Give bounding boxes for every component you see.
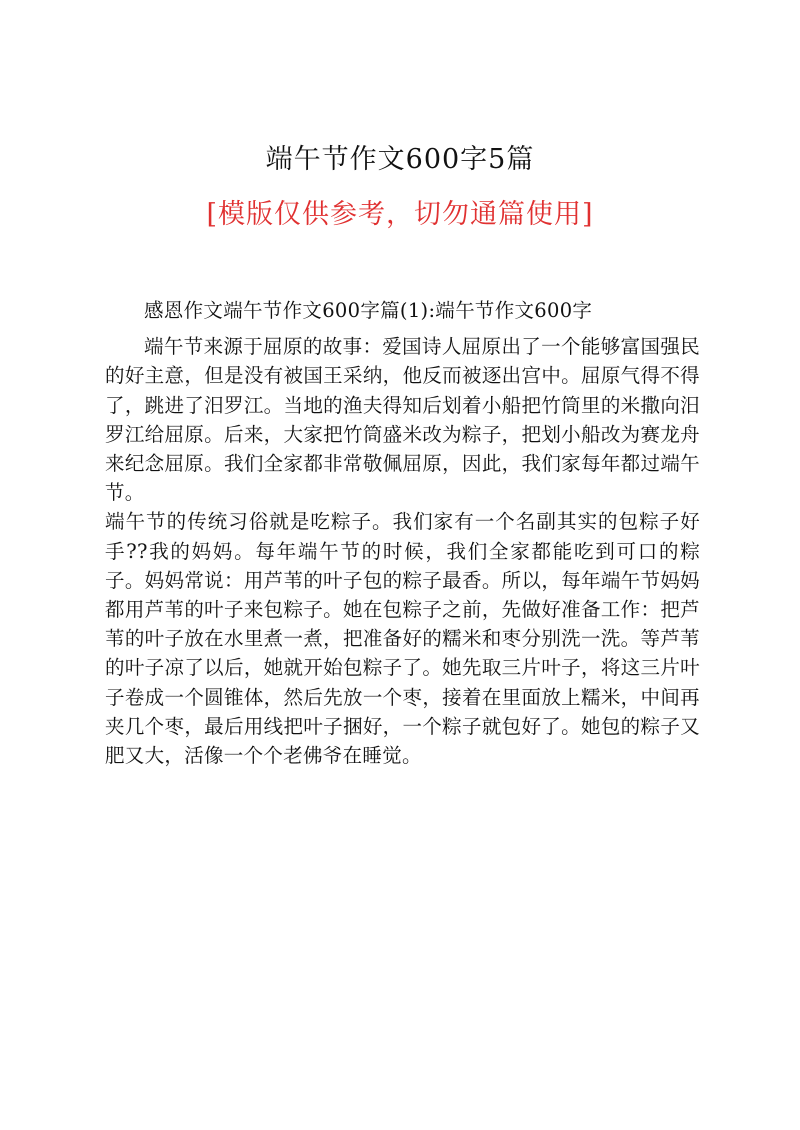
essay-heading: 感恩作文端午节作文600字篇(1):端午节作文600字 bbox=[144, 299, 593, 322]
essay-paragraph: 端午节的传统习俗就是吃粽子。我们家有一个名副其实的包粽子好手??我的妈妈。每年端午节的时候，我们全家都能吃到可口的粽子。妈妈常说：用芦苇的叶子包的粽子最香。所以，每年端午节妈妈都用芦苇的叶子来包粽子。她在包粽子之前，先做好准备工作：把芦苇的叶子放在水里煮一煮，把准备好的糯米和枣分别洗一洗。等芦苇的叶子凉了以后，她就开始包粽子了。她先取三片叶子，将这三片叶子卷成一个圆锥体，然后先放一个枣，接着在里面放上糯米，中间再夹几个枣，最后用线把叶子捆好，一个粽子就包好了。她包的粽子又肥又大，活像一个个老佛爷在睡觉。 bbox=[105, 510, 700, 768]
document-title: 端午节作文600字5篇 bbox=[265, 144, 535, 175]
essay-paragraph: 端午节来源于屈原的故事：爱国诗人屈原出了一个能够富国强民的好主意，但是没有被国王采纳，他反而被逐出宫中。屈原气得不得了，跳进了汨罗江。当地的渔夫得知后划着小船把竹筒里的米撒向汨罗江给屈原。后来，大家把竹筒盛米改为粽子，把划小船改为赛龙舟来纪念屈原。我们全家都非常敬佩屈原，因此，我们家每年都过端午节。 bbox=[105, 335, 700, 505]
template-disclaimer: [模版仅供参考，切勿通篇使用] bbox=[206, 199, 594, 230]
essay-body bbox=[105, 296, 700, 770]
